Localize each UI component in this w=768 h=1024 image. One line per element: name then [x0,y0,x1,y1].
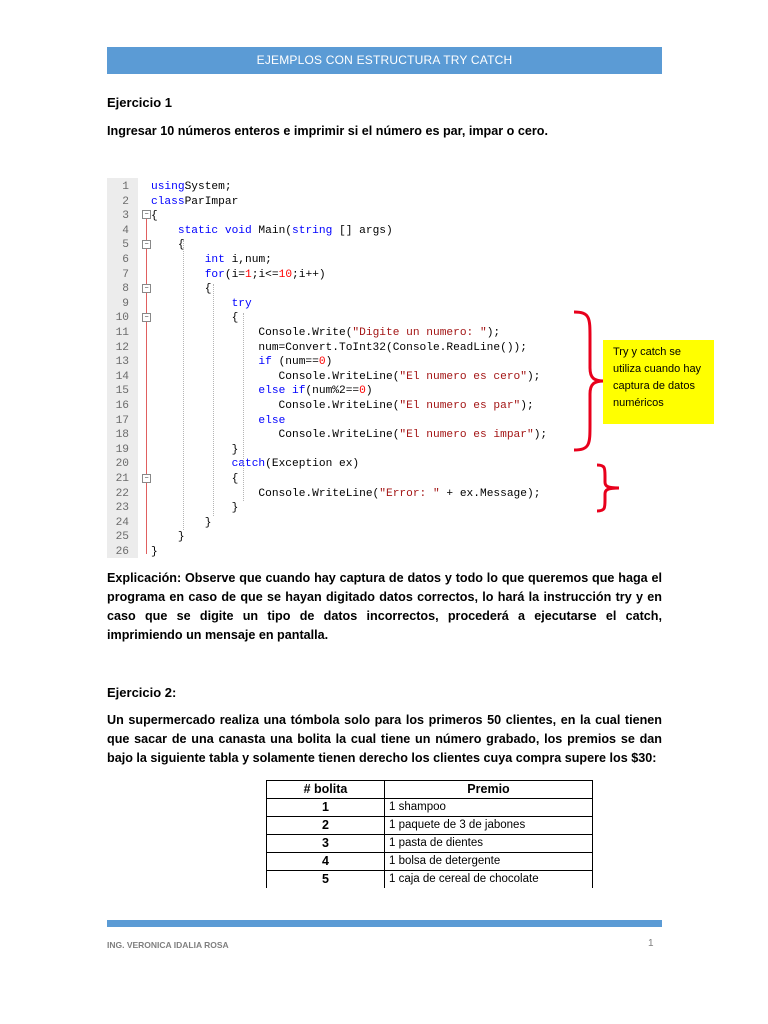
code-token: [] args) [332,224,393,237]
table-row [267,835,593,853]
collapse-icon[interactable]: − [142,240,151,249]
code-text [151,311,238,326]
table-row [267,817,593,835]
code-text [151,180,232,195]
line-number: 1 [122,181,129,193]
line-number: 24 [115,516,129,529]
line-number: 3 [122,210,129,223]
code-line [107,399,534,414]
code-keyword: else [258,414,286,427]
code-string: "Digite un numero: " [352,327,487,339]
code-text [151,501,238,516]
table-row [267,799,593,817]
code-keyword: class [151,195,185,208]
code-token [151,298,232,310]
code-line [107,311,239,326]
code-line [107,545,158,560]
line-number: 19 [115,443,129,456]
prize-name: 1 paquete de 3 de jabones [385,817,593,835]
column-header-bolita: # bolita [267,781,385,799]
code-token: } [151,546,158,558]
code-line [107,501,239,516]
prize-name: 1 shampoo [385,799,593,817]
code-token: Console.WriteLine( [151,429,400,442]
collapse-icon[interactable]: − [142,284,151,293]
code-keyword: using [151,181,185,193]
code-token: ); [486,327,501,339]
code-token: i,num; [224,254,272,266]
line-number: 9 [122,297,129,310]
document-header-bar: EJEMPLOS CON ESTRUCTURA TRY CATCH [107,47,662,74]
line-number: 25 [115,531,129,544]
column-header-premio: Premio [385,781,593,799]
code-number: 0 [359,385,366,398]
table-row [267,871,593,889]
code-token: Main( [251,224,293,237]
code-line [107,414,286,429]
code-text [151,384,373,399]
explicacion-text-a: Observe que cuando hay captura de datos y todo lo que queremos que haga el programa en caso de que se hayan digitado datos correctos, lo hará la instrucción [107,571,662,604]
try-catch-note: Try y catch se utiliza cuando hay captura de datos numéricos [603,340,714,424]
code-line [107,282,212,297]
code-token: (num== [271,356,319,369]
code-text [151,414,285,429]
code-number: 0 [318,356,326,369]
code-token: { [151,210,158,223]
line-number: 23 [115,502,129,515]
ejercicio-1-statement: Ingresar 10 números enteros e imprimir si el número es par, impar o cero. [107,124,548,138]
indent-guide [243,313,244,501]
line-number: 12 [115,341,129,354]
line-number: 17 [115,414,129,427]
code-line [107,209,158,224]
line-number: 13 [115,356,129,369]
try-keyword: try [615,590,632,604]
bolita-number: 2 [267,817,385,835]
code-line [107,487,541,502]
code-keyword: string [292,224,333,237]
line-number: 8 [122,283,129,296]
prize-name: 1 caja de cereal de chocolate [385,871,593,889]
code-line [107,530,185,545]
code-token: + ex.Message); [439,487,541,500]
code-text [151,195,238,210]
footer-author: ING. VERONICA IDALIA ROSA [107,940,229,950]
code-token: } [151,516,212,529]
page-number: 1 [648,938,654,949]
line-number: 11 [115,327,129,339]
line-number: 10 [115,312,129,325]
code-text [151,472,238,487]
line-number: 20 [115,458,129,471]
code-text [151,370,540,385]
code-line [107,516,212,531]
code-string: "Error: " [379,487,440,500]
ejercicio-2-heading: Ejercicio 2: [107,685,177,700]
code-text [151,545,158,560]
catch-block-brace [595,462,623,514]
prize-table [266,780,593,888]
code-token: ParImpar [184,195,239,208]
code-number: 10 [278,268,293,281]
table-header-row [267,781,593,799]
ejercicio-1-heading: Ejercicio 1 [107,95,173,110]
code-token: ); [526,370,541,383]
code-line [107,472,239,487]
code-listing [107,178,575,558]
indent-guide [213,284,214,516]
code-line [107,195,239,210]
code-line [107,428,548,443]
code-token: } [151,502,239,515]
line-number: 22 [115,487,129,500]
code-token: System; [184,181,232,193]
line-number: 18 [115,429,129,442]
line-number: 14 [115,370,129,383]
line-number: 2 [122,195,129,208]
code-text [151,487,540,502]
code-number: 1 [245,268,252,281]
line-number: 21 [115,473,129,485]
code-keyword: for [204,268,225,281]
code-text [151,341,527,356]
code-text [151,326,500,341]
collapse-icon[interactable]: − [142,474,151,483]
code-line [107,326,501,341]
code-token: ) [365,385,373,398]
code-text [151,428,547,443]
code-keyword: catch [231,458,266,471]
code-token: Console.WriteLine( [151,370,400,383]
indent-guide [183,240,184,530]
collapse-icon[interactable]: − [142,313,151,322]
code-keyword: static void [177,224,252,237]
code-token: Console.Write( [151,327,353,339]
code-token: { [151,283,212,296]
ejercicio-2-statement: Un supermercado realiza una tómbola solo para los primeros 50 clientes, en la cual tienen que sacar de una canasta una bolita la cual tiene un número grabado, los premios se dan bajo la siguiente tabla y solamente tienen derecho los clientes cuya compra supere los $30: [107,713,662,765]
code-text [151,530,185,545]
line-number: 4 [122,224,129,237]
code-text [151,224,393,239]
code-token: ) [325,356,333,369]
code-text [151,282,211,297]
bolita-number: 5 [267,871,385,889]
line-number: 6 [122,254,129,266]
line-number: 26 [115,546,129,558]
code-text [151,516,211,531]
code-line [107,384,373,399]
code-token: ); [520,400,534,412]
code-token: Console.WriteLine( [151,487,380,500]
code-token [151,225,178,237]
code-text [151,443,238,458]
code-keyword: try [231,297,252,310]
code-text [151,238,185,253]
line-number: 5 [122,239,129,252]
line-number: 16 [115,400,129,412]
code-line [107,224,393,239]
code-string: "El numero es par" [399,400,521,412]
code-token: ); [533,429,548,442]
bolita-number: 4 [267,853,385,871]
code-text [151,209,158,224]
code-line [107,253,272,268]
code-token: { [151,312,239,325]
code-line [107,457,360,472]
code-token [151,254,205,266]
bolita-number: 3 [267,835,385,853]
code-text [151,268,326,283]
code-token: ;i++) [292,268,326,281]
code-line [107,180,232,195]
code-line [107,341,527,356]
explicacion-label: Explicación: [107,571,182,585]
code-token: { [151,239,185,252]
code-line [107,443,239,458]
explicacion-paragraph [107,569,662,645]
explicacion-text-b: y en caso que se digite un tipo de datos incorrectos, procederá a ejecutarse el catch, imprimiendo un mensaje en pantalla. [107,590,662,642]
code-keyword: else if [258,385,306,398]
code-token: ;i<= [251,268,279,281]
code-token: } [151,443,239,456]
code-line [107,370,541,385]
code-token: (i= [224,268,246,281]
code-string: "El numero es cero" [399,370,527,383]
code-token: (Exception ex) [265,458,360,471]
bolita-number: 1 [267,799,385,817]
line-number: 15 [115,385,129,398]
code-token: { [151,473,239,485]
table-row [267,853,593,871]
code-token [151,458,232,470]
collapse-icon[interactable]: − [142,210,151,219]
prize-name: 1 bolsa de detergente [385,853,593,871]
code-line [107,238,185,253]
outline-guide-line [146,212,147,554]
footer-bar [107,920,662,927]
code-string: "El numero es impar" [399,429,534,442]
code-text [151,399,534,414]
code-token: Console.WriteLine( [151,400,400,412]
code-token: num=Convert.ToInt32(Console.ReadLine()); [151,341,527,354]
code-keyword: if [258,356,272,369]
code-line [107,355,333,370]
line-number: 7 [122,268,129,281]
code-line [107,268,326,283]
code-text [151,253,272,268]
code-line [107,297,252,312]
code-keyword: int [204,254,225,266]
code-token [151,269,205,281]
code-token: (num%2== [305,385,360,398]
code-text [151,355,332,370]
code-text [151,297,252,312]
prize-name: 1 pasta de dientes [385,835,593,853]
code-token: } [151,531,185,544]
